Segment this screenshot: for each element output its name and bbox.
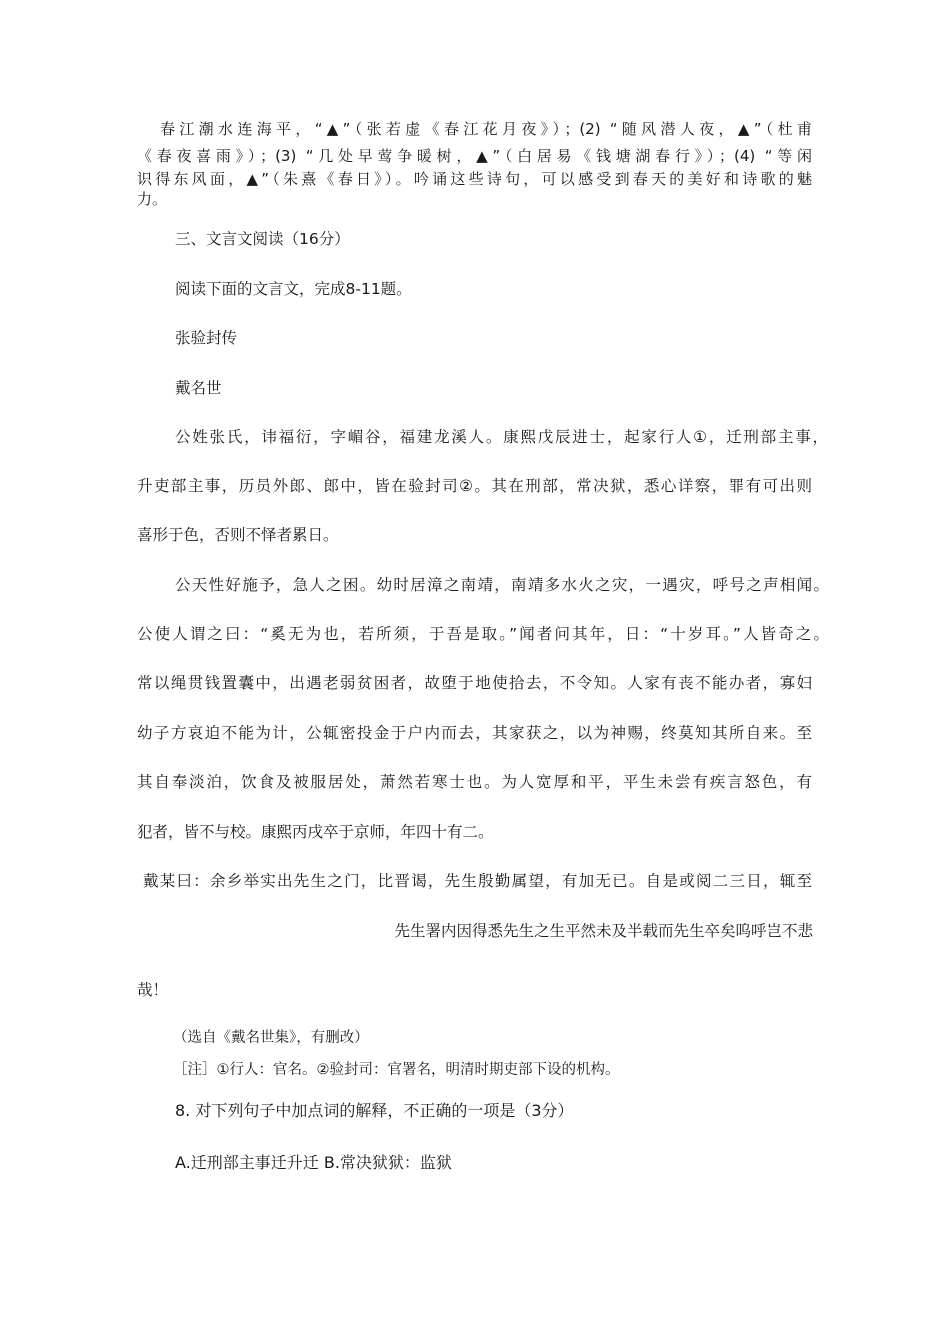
passage-line: 公使人谓之曰：“奚无为也，若所须，于吾是取。”闻者问其年，日：“十岁耳。”人皆奇之。 (137, 625, 829, 643)
passage-line: 喜形于色，否则不怿者累日。 (137, 526, 339, 544)
passage-line: 常以绳贯钱置囊中，出遇老弱贫困者，故堕于地使拾去，不令知。人家有丧不能办者，寡妇 (137, 674, 812, 692)
passage-line: 公天性好施予，急人之困。幼时居漳之南靖，南靖多水火之灾，一遇灾，呼号之声相闻。 (175, 576, 829, 594)
poem-line: 识得东风面，▲”（朱熹《春日》）。吟诵这些诗句，可以感受到春天的美好和诗歌的魅 (137, 170, 812, 188)
passage-author: 戴名世 (175, 379, 222, 397)
poem-line: 力。 (137, 190, 168, 208)
poem-line: 春江潮水连海平，“▲”（张若虚《春江花月夜》）；(2) “随风潜人夜，▲”（杜甫 (160, 120, 812, 138)
passage-line: 升吏部主事，历员外郎、郎中，皆在验封司②。其在刑部，常决狱，悉心详察，罪有可出则 (137, 477, 812, 495)
passage-line: 哉！ (137, 981, 169, 999)
passage-line: 幼子方哀迫不能为计，公辄密投金于户内而去，其家获之，以为神赐，终莫知其所自来。至 (137, 724, 812, 742)
passage-line: 犯者，皆不与校。康熙丙戌卒于京师，年四十有二。 (137, 823, 494, 841)
passage-line: 先生署内因得悉先生之生平然未及半载而先生卒矣呜呼岂不悲 (394, 922, 813, 940)
section-heading: 三、文言文阅读（16分） (175, 230, 350, 248)
poem-line: 《春夜喜雨》）；(3) “几处早莺争暖树，▲”（白居易《钱塘湖春行》）；(4) “等闲 (137, 147, 812, 165)
passage-title: 张验封传 (175, 329, 238, 347)
instruction: 阅读下面的文言文，完成8-11题。 (175, 280, 412, 298)
question-8-options: A.迁刑部主事迁升迁 B.常决狱狱：监狱 (175, 1153, 452, 1172)
passage-line: 公姓张氏，讳福衍，字嵋谷，福建龙溪人。康熙戊辰进士，起家行人①，迁刑部主事， (175, 428, 828, 446)
passage-line: 其自奉淡泊，饮食及被服居处，萧然若寒士也。为人宽厚和平，平生未尝有疾言怒色，有 (137, 773, 812, 791)
question-8-stem: 8. 对下列句子中加点词的解释，不正确的一项是（3分） (175, 1101, 574, 1120)
source-citation: （选自《戴名世集》，有删改） (173, 1030, 369, 1046)
footnotes: ［注］①行人：官名。②验封司：官署名，明清时期吏部下设的机构。 (173, 1062, 620, 1078)
passage-line: 戴某曰：余乡举实出先生之门，比晋谒，先生殷勤属望，有加无已。自是或阅二三日，辄至 (143, 872, 812, 890)
